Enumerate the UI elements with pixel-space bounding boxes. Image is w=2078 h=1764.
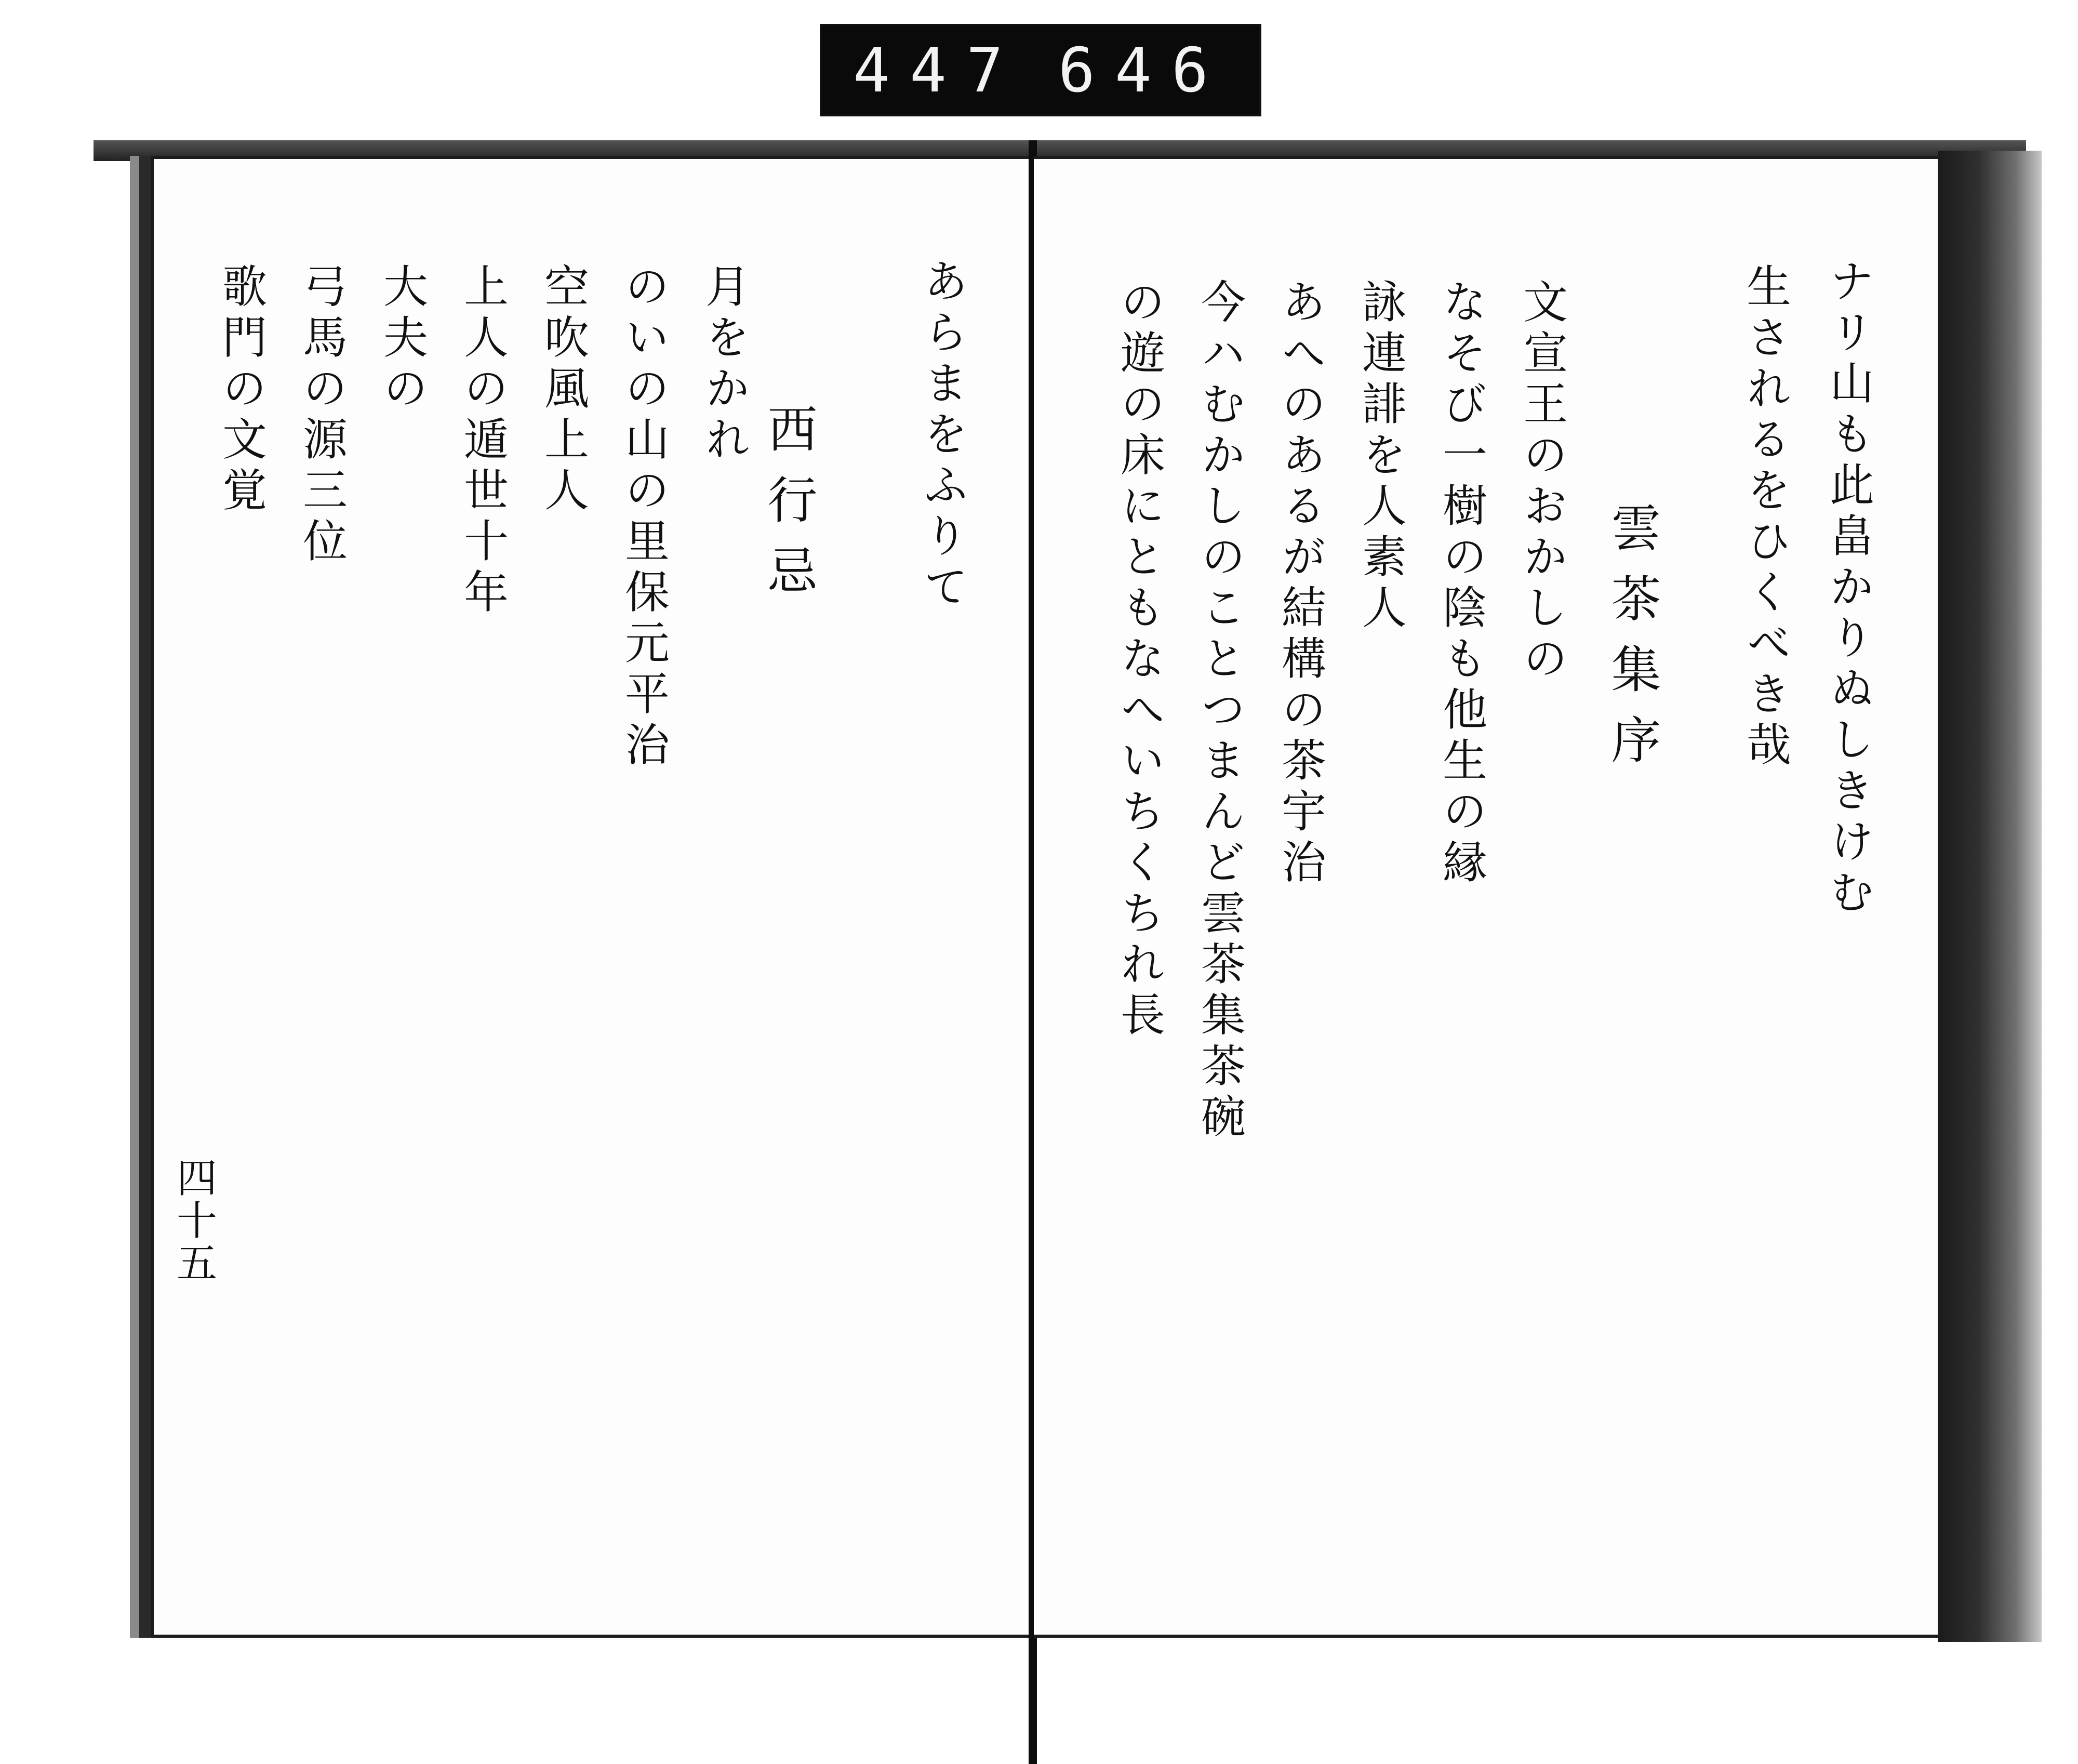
right-page	[1034, 156, 1941, 1638]
right-line-4: 文宣王のおかしの	[1515, 278, 1567, 686]
left-line-7: 大夫の	[376, 263, 428, 416]
left-line-4: のいの山の里保元平治	[617, 263, 669, 772]
right-line-5: なそび一樹の陰も他生の縁	[1435, 278, 1487, 890]
right-line-7: あへのあるが結構の茶宇治	[1274, 278, 1326, 890]
catalog-number-left: 447	[853, 34, 1023, 106]
right-line-6: 詠連誹を人素人	[1354, 278, 1406, 635]
left-line-5: 空吹風上人	[537, 263, 589, 518]
right-line-2: 生されるをひくべき哉	[1739, 263, 1791, 772]
left-line-1: あらまをふりて	[916, 258, 968, 614]
book-fore-edge	[1938, 151, 2042, 1642]
catalog-number-label	[820, 24, 1261, 116]
right-heading: 雲茶集序	[1603, 502, 1661, 785]
open-book	[94, 140, 2026, 1764]
left-line-9: 歌門の文覚	[215, 263, 267, 518]
left-line-8: 弓馬の源三位	[295, 263, 347, 568]
page-folio-number: 四十五	[170, 1157, 217, 1284]
catalog-number-right: 646	[1058, 34, 1228, 106]
left-line-6: 上人の遁世十年	[456, 263, 508, 619]
left-line-3: 月をかれ	[698, 263, 750, 467]
right-line-9: の遊の床にともなへいちくちれ長	[1113, 278, 1165, 1042]
left-page	[151, 156, 1037, 1638]
right-line-8: 今ハむかしのことつまんど雲茶集茶碗	[1193, 278, 1245, 1144]
right-line-1: ナリ山も此畠かりぬしきけむ	[1822, 258, 1874, 920]
left-heading: 西行忌	[760, 403, 818, 615]
